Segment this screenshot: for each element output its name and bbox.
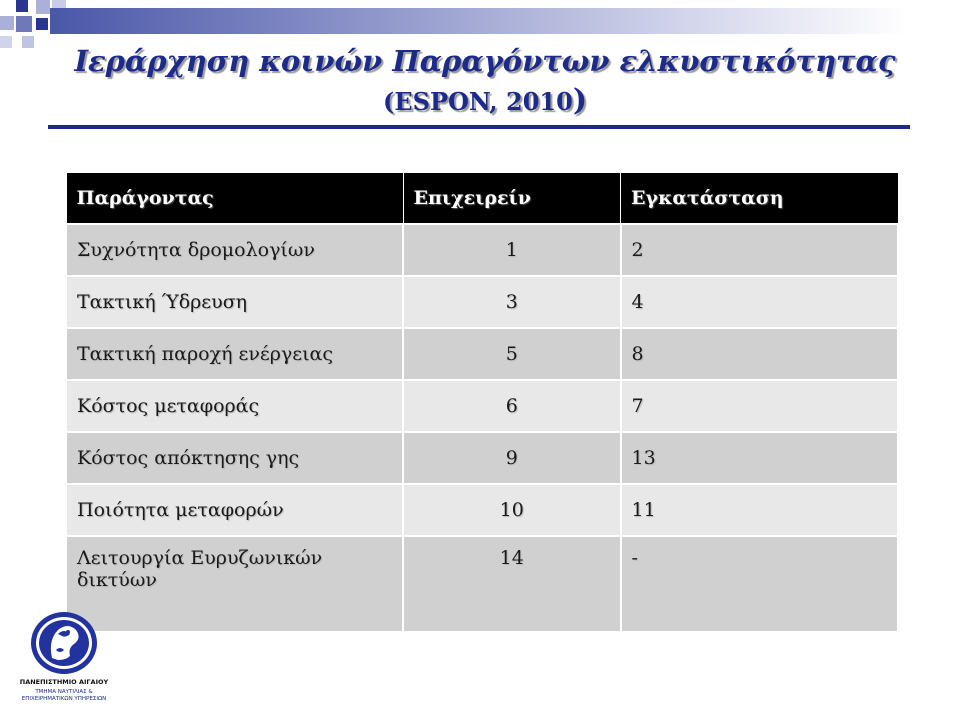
factor-cell: Λειτουργία Ευρυζωνικών δικτύων [66,536,403,632]
university-seal-icon [28,610,100,676]
title-line-1: Ιεράρχηση κοινών Παραγόντων ελκυστικότητας [74,44,896,78]
table-row [66,224,898,276]
title-source: (ESPON, 2010 [382,87,573,116]
business-rank-cell: 6 [403,380,621,432]
establishment-rank-cell: 11 [621,484,898,536]
establishment-rank-cell: 2 [621,224,898,276]
establishment-rank-cell: 8 [621,328,898,380]
table-row [66,484,898,536]
header-business: Επιχειρείν [403,173,621,225]
top-gradient-bar [50,8,910,34]
university-logo [4,610,124,718]
factor-cell: Συχνότητα δρομολογίων [66,224,403,276]
factor-cell: Τακτική παροχή ενέργειας [66,328,403,380]
establishment-rank-cell: 13 [621,432,898,484]
factor-cell: Κόστος απόκτησης γης [66,432,403,484]
establishment-rank-cell: - [621,536,898,632]
table-row [66,536,898,632]
business-rank-cell: 14 [403,536,621,632]
establishment-rank-cell: 4 [621,276,898,328]
factor-cell: Ποιότητα μεταφορών [66,484,403,536]
header-factor: Παράγοντας [66,173,403,225]
table-header-row [66,173,898,225]
department-line-2: ΕΠΙΧΕΙΡΗΜΑΤΙΚΩΝ ΥΠΗΡΕΣΙΩΝ [21,696,107,702]
table-row [66,432,898,484]
factors-table [65,172,899,633]
header-establishment: Εγκατάσταση [621,173,898,225]
department-line-1: ΤΜΗΜΑ ΝΑΥΤΙΛΙΑΣ & [35,689,93,695]
university-name: ΠΑΝΕΠΙΣΤΗΜΙΟ ΑΙΓΑΙΟΥ [19,678,109,686]
business-rank-cell: 3 [403,276,621,328]
department-name [4,689,124,703]
business-rank-cell: 9 [403,432,621,484]
table-row [66,328,898,380]
business-rank-cell: 1 [403,224,621,276]
title-close-paren: ) [572,83,588,118]
title-underline [48,125,910,129]
table-row [66,276,898,328]
factor-cell: Κόστος μεταφοράς [66,380,403,432]
slide-title [60,40,910,121]
business-rank-cell: 5 [403,328,621,380]
factor-cell: Τακτική Ύδρευση [66,276,403,328]
table-row [66,380,898,432]
establishment-rank-cell: 7 [621,380,898,432]
title-line-2 [60,82,910,121]
business-rank-cell: 10 [403,484,621,536]
